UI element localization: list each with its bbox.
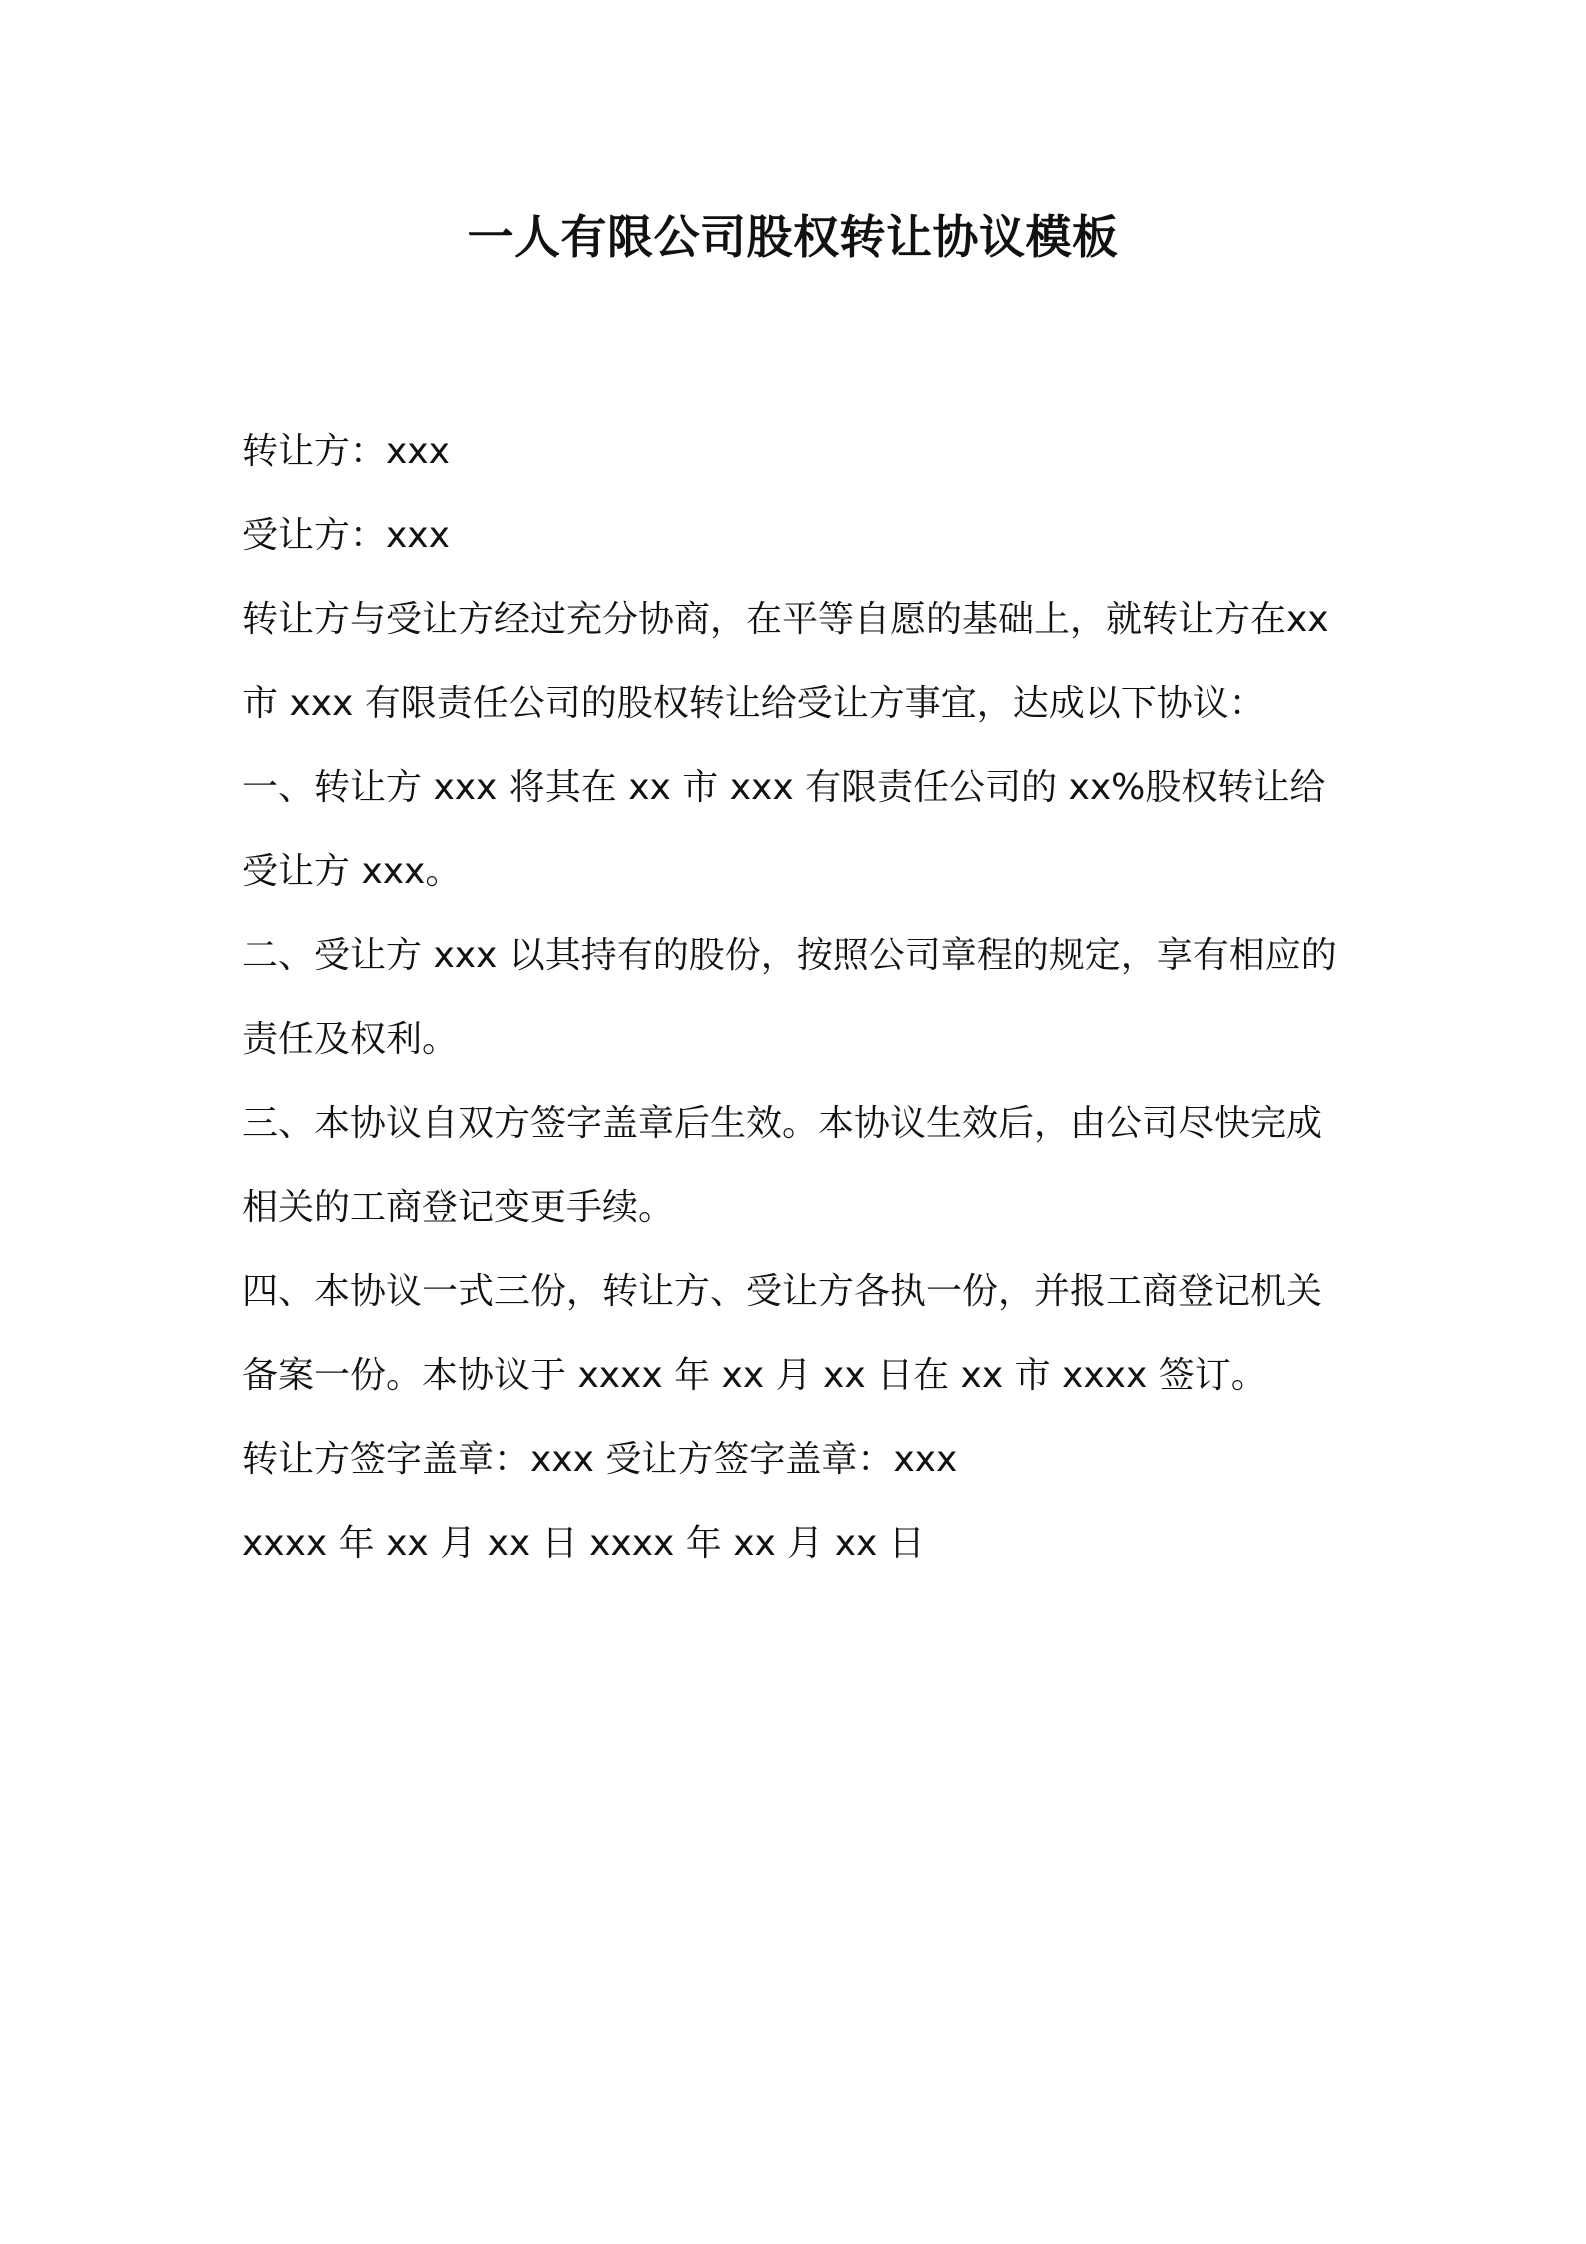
signature-line: 转让方签字盖章：xxx 受让方签字盖章：xxx: [242, 1439, 958, 1480]
transferor-line: 转让方：xxx: [242, 431, 450, 472]
document-body: [242, 410, 1352, 1586]
clause-4: 四、本协议一式三份，转让方、受让方各执一份，并报工商登记机关备案一份。本协议于 xxxx 年 xx 月 xx 日在 xx 市 xxxx 签订。: [242, 1271, 1323, 1396]
transferee-line: 受让方：xxx: [242, 515, 450, 556]
clause-2: 二、受让方 xxx 以其持有的股份，按照公司章程的规定，享有相应的责任及权利。: [242, 935, 1337, 1060]
clause-3: 三、本协议自双方签字盖章后生效。本协议生效后，由公司尽快完成相关的工商登记变更手续。: [242, 1103, 1323, 1228]
document-title: 一人有限公司股权转让协议模板: [467, 210, 1119, 264]
clause-1: 一、转让方 xxx 将其在 xx 市 xxx 有限责任公司的 xx%股权转让给受让方 xxx。: [242, 767, 1326, 892]
date-line: xxxx 年 xx 月 xx 日 xxxx 年 xx 月 xx 日: [242, 1523, 925, 1564]
intro-paragraph: 转让方与受让方经过充分协商，在平等自愿的基础上，就转让方在xx 市 xxx 有限责任公司的股权转让给受让方事宜，达成以下协议：: [242, 599, 1329, 724]
